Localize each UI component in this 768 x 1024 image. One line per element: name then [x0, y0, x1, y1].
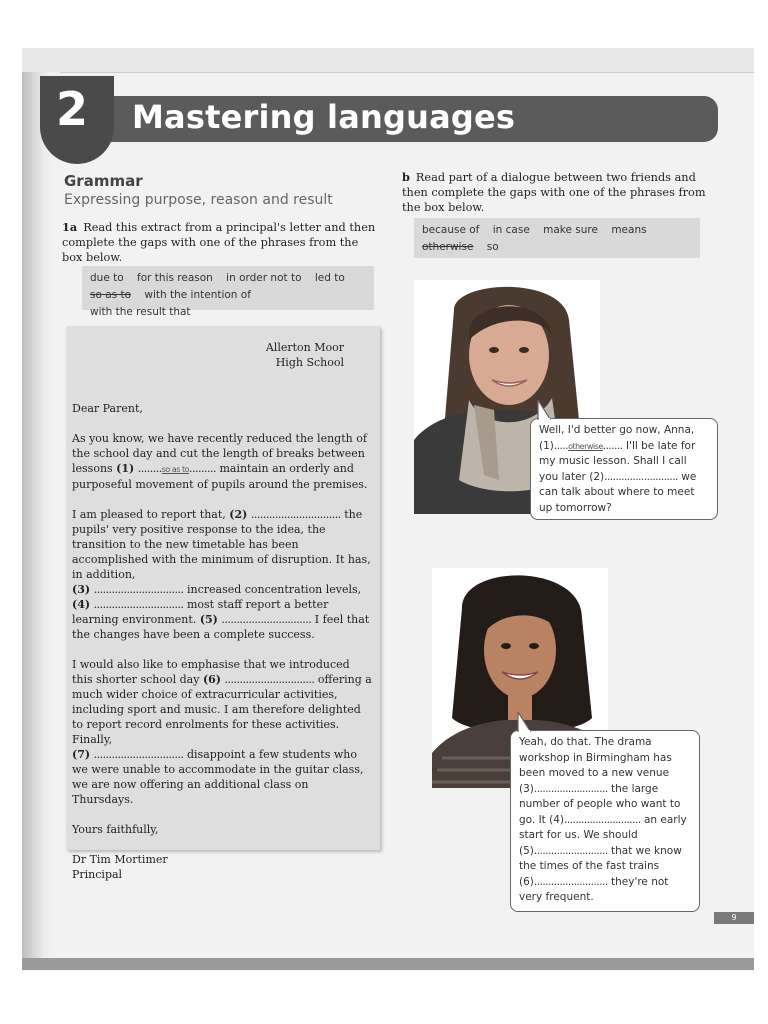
- section-subheading: Expressing purpose, reason and result: [64, 192, 333, 208]
- word-option-struck: otherwise: [422, 241, 474, 253]
- gap-number: (5): [519, 844, 534, 857]
- letter-address-line1: Allerton Moor: [265, 341, 344, 354]
- gap-blank: ..............................: [93, 748, 184, 761]
- word-box-1a-row2: [90, 287, 366, 321]
- gap-number: (5): [199, 613, 218, 626]
- word-option-struck: so as to: [90, 289, 132, 301]
- speech-bubble-1: Well, I'd better go now, Anna, (1).....otherwise....... I'll be late for my music lesson. Shall I call you later (2).......................... we can talk about where to meet up tomorrow?: [530, 418, 718, 520]
- word-box-b-row1: [422, 222, 692, 239]
- gap-blank: ...........................: [564, 813, 641, 826]
- gap-blank: ........so as to.........: [137, 462, 216, 475]
- gap-number: (2): [589, 470, 605, 483]
- word-option: for this reason: [137, 272, 213, 284]
- word-option: so: [486, 241, 499, 253]
- word-option: in order not to: [226, 272, 302, 284]
- gap-number: (7): [72, 748, 91, 761]
- gap-number: (4): [549, 813, 565, 826]
- principal-letter: [72, 340, 372, 882]
- letter-paragraph-2: I am pleased to report that, (2) .............................. the pupils' very positive response to the idea, the transition to the new timetable has been accomplished with the minimum of disruption. It has, in addition, (3) .............................. increased concentration levels, (4) .............................. most staff report a better learning environment. (5) .............................. I feel that the changes have been a complete success.: [72, 508, 371, 641]
- gap-blank: ..........................: [604, 470, 678, 483]
- word-option: with the result that: [90, 306, 191, 318]
- letter-salutation: Dear Parent,: [72, 402, 143, 415]
- gap-number: (3): [72, 583, 91, 596]
- gap-blank: ..............................: [93, 583, 184, 596]
- gap-blank: ..............................: [221, 613, 312, 626]
- speech-bubble-2: Yeah, do that. The drama workshop in Birmingham has been moved to a new venue (3).......................... the large number of people who want to go. It (4)........................... an early start for us. We should (5).......................... that we know the times of the fast trains (6).......................... they're not very frequent.: [510, 730, 700, 912]
- word-option: in case: [492, 224, 530, 236]
- gap-number: (1): [116, 462, 135, 475]
- task-b-text: Read part of a dialogue between two friends and then complete the gaps with one of the phrases from the box below.: [402, 171, 706, 214]
- word-option: due to: [90, 272, 124, 284]
- gap-blank: ..........................: [533, 875, 608, 888]
- letter-address-line2: High School: [275, 356, 344, 369]
- speech-bubble-1-tail: [536, 400, 552, 420]
- word-box-1a: [82, 266, 374, 318]
- gap-number: (4): [72, 598, 91, 611]
- task-1a-text: Read this extract from a principal's letter and then complete the gaps with one of the phrases from the box below.: [62, 221, 376, 264]
- word-option: make sure: [543, 224, 598, 236]
- gap-number: (1): [539, 439, 554, 452]
- page-number: 9: [714, 912, 754, 924]
- letter-paragraph-1: As you know, we have recently reduced the length of the school day and cut the length of breaks between lessons (1) ........so as to......... maintain an orderly and purposeful movement of pupils around the premises.: [72, 432, 368, 491]
- word-box-1a-row1: [90, 270, 366, 287]
- letter-closing: Yours faithfully,: [72, 823, 159, 836]
- unit-number: 2: [55, 82, 88, 136]
- word-option: means: [611, 224, 647, 236]
- gap-number: (6): [519, 875, 534, 888]
- word-box-b: [414, 218, 700, 258]
- gap-number: (6): [202, 673, 222, 686]
- gap-blank: .....otherwise.......: [553, 439, 623, 452]
- gap-blank: ..............................: [224, 673, 315, 686]
- gap-blank: ..............................: [93, 598, 184, 611]
- letter-paragraph-3: I would also like to emphasise that we introduced this shorter school day (6) .............................. offering a much wider choice of extracurricular activities, including sport and music. I am therefore delighted to report record enrolments for these activities. Finally, (7) .............................. disappoint a few students who we were unable to accommodate in the guitar class, we are now offering an additional class on Thursdays.: [72, 658, 372, 806]
- word-option: led to: [314, 272, 345, 284]
- letter-signer-name: Dr Tim Mortimer: [72, 853, 168, 866]
- gap-answer: so as to: [161, 465, 189, 474]
- gap-blank: ..........................: [533, 844, 608, 857]
- book-spine: [22, 72, 60, 960]
- word-option: because of: [422, 224, 480, 236]
- letter-signer-title: Principal: [72, 868, 123, 881]
- gap-number: (3): [519, 782, 534, 795]
- gap-answer: otherwise: [568, 441, 603, 451]
- speech-bubble-2-tail: [516, 712, 532, 732]
- top-margin-strip: [22, 48, 754, 73]
- task-b-instruction: [402, 170, 706, 215]
- word-box-b-row2: [422, 239, 692, 256]
- gap-number: (2): [229, 508, 248, 521]
- task-1a-label: 1a: [62, 220, 78, 234]
- section-heading: Grammar: [64, 172, 143, 190]
- gap-blank: ..............................: [250, 508, 341, 521]
- task-1a-instruction: [62, 220, 378, 265]
- gap-blank: ..........................: [533, 782, 608, 795]
- unit-title: Mastering languages: [132, 98, 516, 136]
- bottom-margin-strip: [22, 958, 754, 970]
- task-b-label: b: [402, 170, 410, 184]
- word-option: with the intention of: [144, 289, 251, 301]
